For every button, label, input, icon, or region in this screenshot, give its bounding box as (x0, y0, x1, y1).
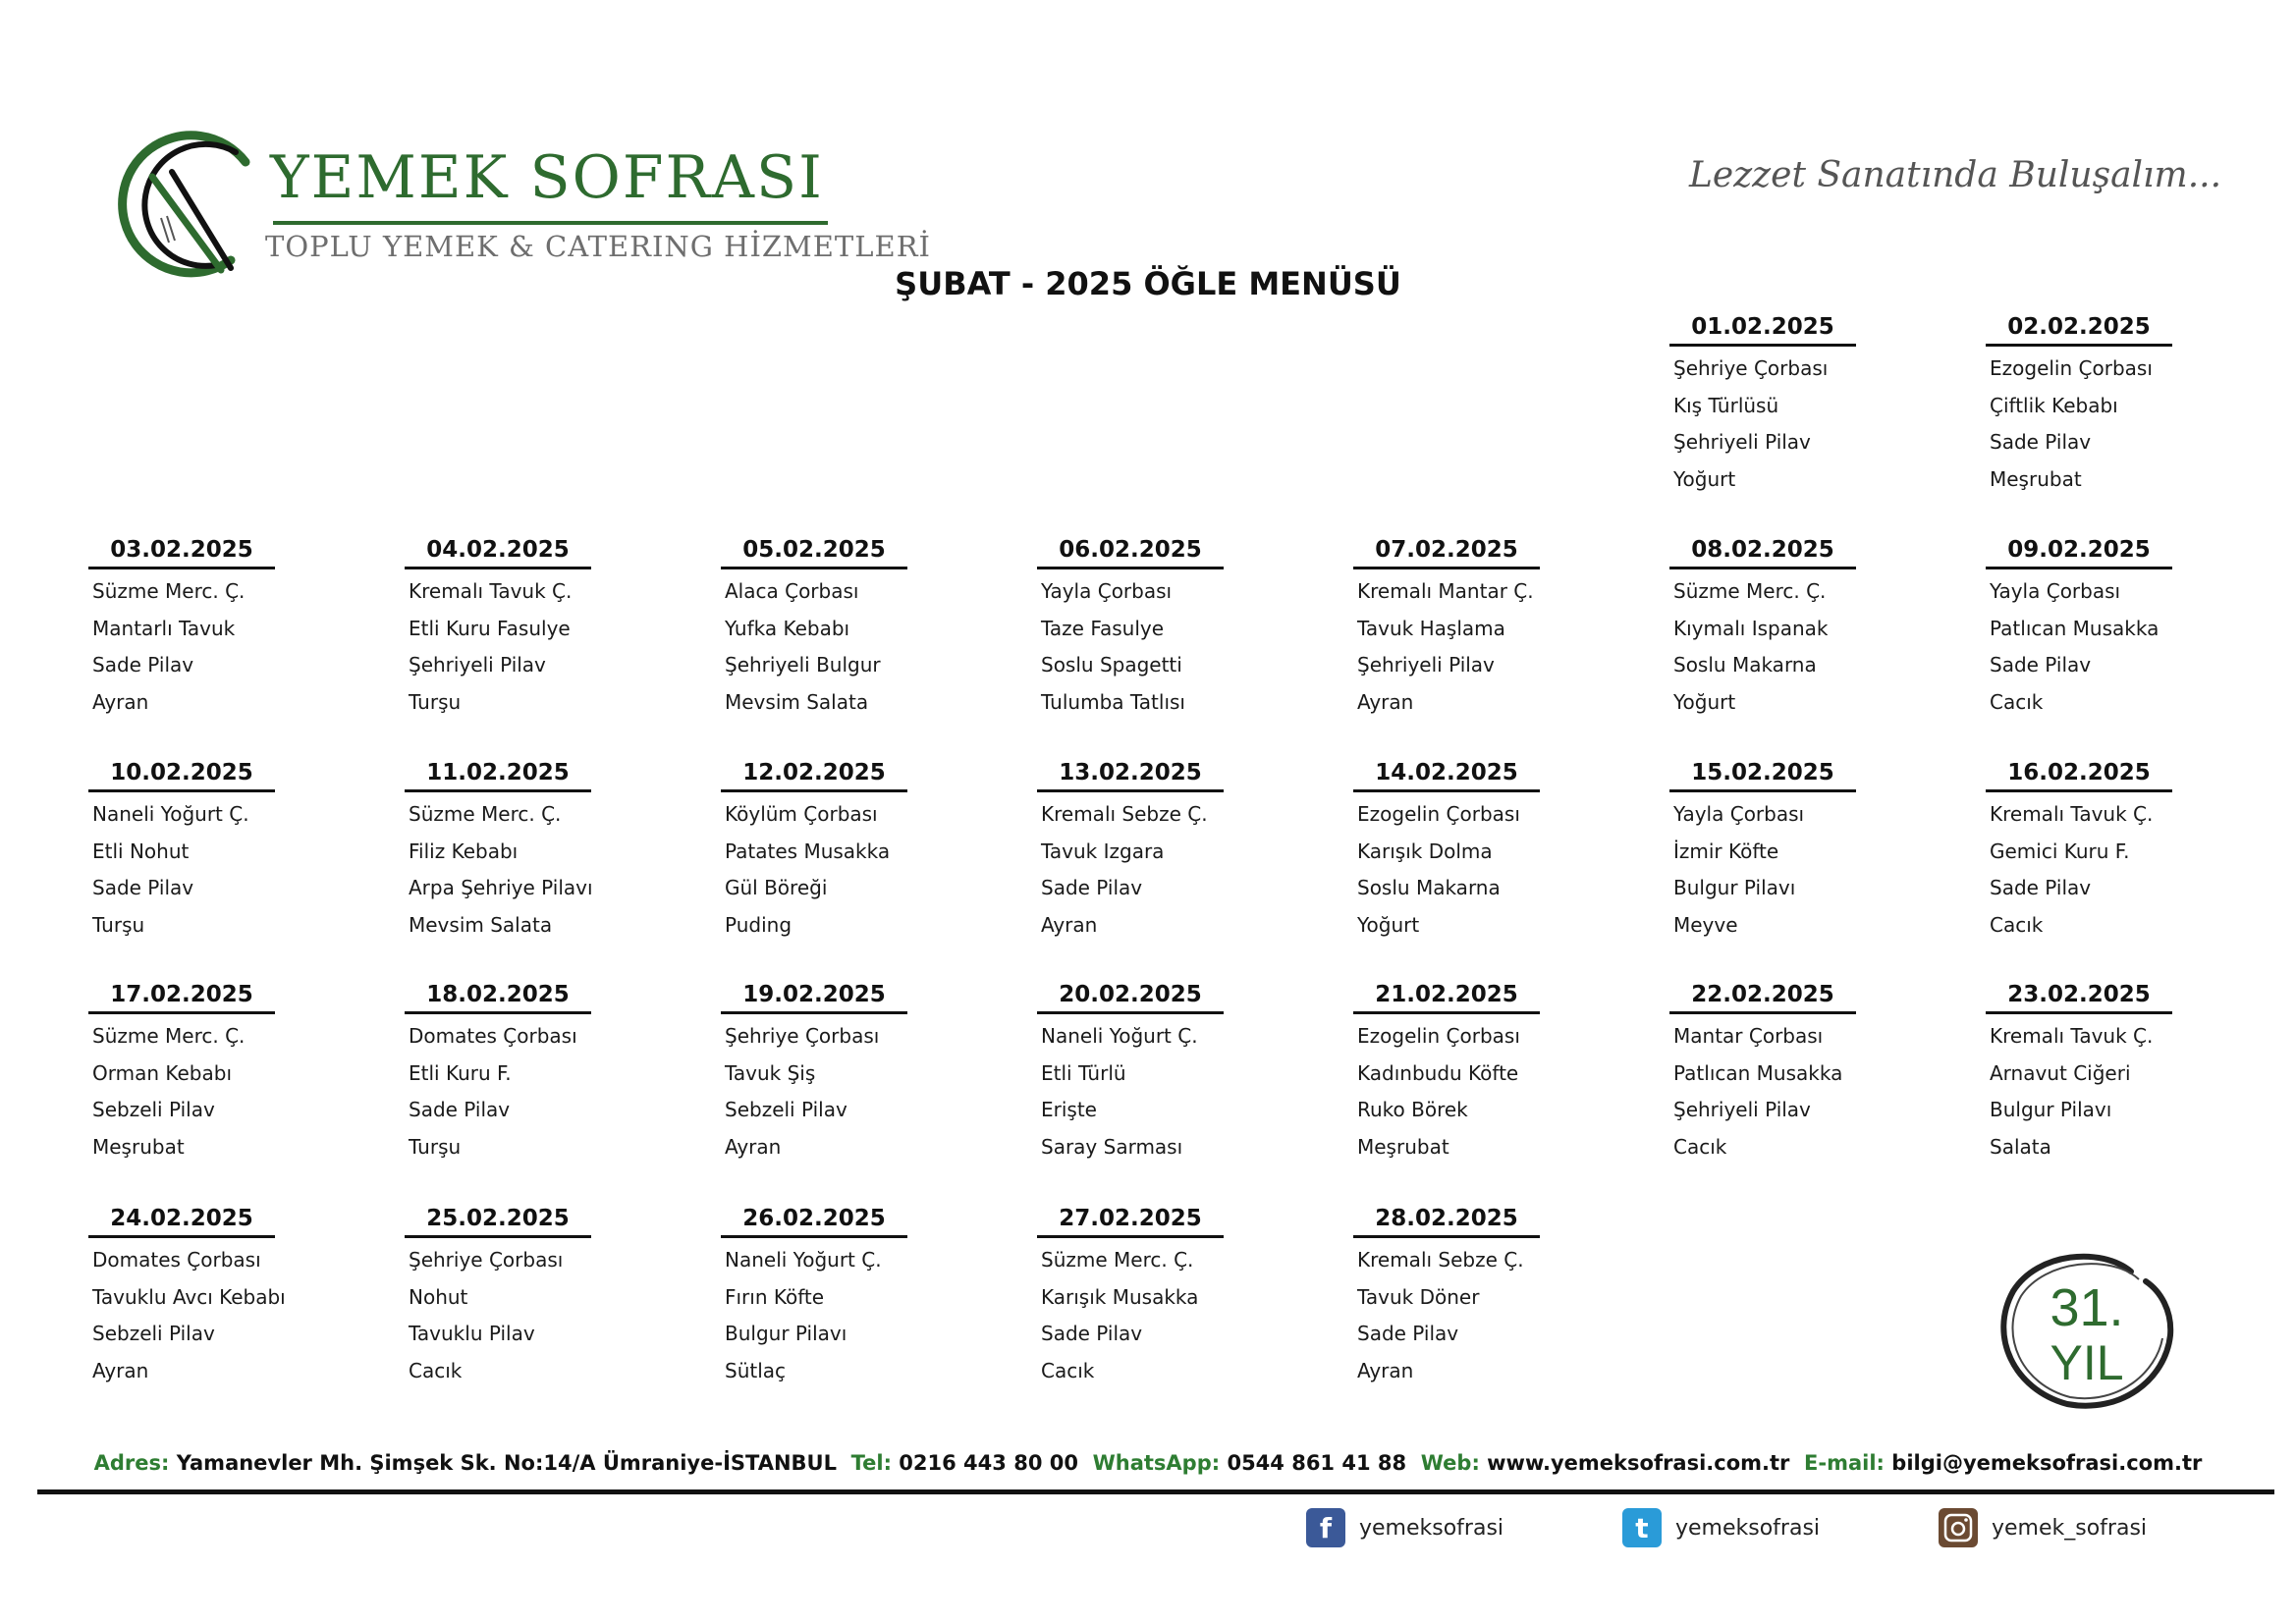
day-date: 25.02.2025 (405, 1204, 591, 1238)
day-block (88, 1204, 383, 1390)
contact-info (0, 1451, 2296, 1475)
day-menu-list (1353, 573, 1648, 722)
menu-item: Çiftlik Kebabı (1990, 393, 2118, 417)
menu-item: Domates Çorbası (92, 1248, 261, 1272)
menu-item: Arpa Şehriye Pilavı (409, 876, 593, 900)
day-date: 21.02.2025 (1353, 980, 1540, 1014)
social-facebook[interactable] (1306, 1508, 1503, 1547)
menu-item: Alaca Çorbası (725, 579, 859, 603)
menu-item: Sade Pilav (1990, 876, 2092, 900)
menu-item: Naneli Yoğurt Ç. (725, 1248, 882, 1272)
day-date: 15.02.2025 (1669, 758, 1856, 792)
day-date: 28.02.2025 (1353, 1204, 1540, 1238)
menu-item: Cacık (409, 1359, 463, 1383)
menu-item: Yoğurt (1673, 467, 1736, 492)
email-label: E-mail: (1804, 1451, 1885, 1475)
web-label: Web: (1420, 1451, 1480, 1475)
menu-item: Sade Pilav (409, 1098, 511, 1122)
menu-item: Tavuklu Pilav (409, 1322, 535, 1346)
day-menu-list (1353, 1242, 1648, 1390)
menu-item: Şehriyeli Pilav (1673, 430, 1811, 455)
whatsapp-number[interactable]: 0544 861 41 88 (1227, 1451, 1407, 1475)
day-date: 05.02.2025 (721, 535, 907, 569)
brush-circle-icon (1984, 1242, 2180, 1419)
day-block (1669, 980, 1964, 1166)
day-date: 26.02.2025 (721, 1204, 907, 1238)
menu-item: Şehriyeli Pilav (1673, 1098, 1811, 1122)
footer-divider (37, 1489, 2274, 1494)
day-date: 11.02.2025 (405, 758, 591, 792)
menu-item: Soslu Makarna (1673, 653, 1817, 677)
menu-item: Sebzeli Pilav (92, 1098, 215, 1122)
day-date: 13.02.2025 (1037, 758, 1224, 792)
day-menu-list (1669, 796, 1964, 945)
menu-item: Karışık Dolma (1357, 839, 1493, 863)
menu-item: Yufka Kebabı (725, 616, 850, 640)
day-date: 23.02.2025 (1986, 980, 2172, 1014)
menu-item: Sade Pilav (1990, 430, 2092, 455)
menu-item: Süzme Merc. Ç. (1041, 1248, 1194, 1272)
day-block (1037, 535, 1332, 722)
day-menu-list (405, 573, 699, 722)
menu-item: Nohut (409, 1284, 468, 1309)
menu-item: Naneli Yoğurt Ç. (92, 802, 249, 826)
slogan: Lezzet Sanatında Buluşalım... (1689, 155, 2222, 195)
menu-item: Mevsim Salata (725, 690, 869, 715)
menu-item: Şehriye Çorbası (1673, 356, 1829, 380)
menu-item: Turşu (409, 690, 462, 715)
menu-item: Kremalı Sebze Ç. (1357, 1248, 1524, 1272)
menu-item: Ayran (92, 690, 149, 715)
menu-item: Mantar Çorbası (1673, 1024, 1824, 1048)
address-label: Adres: (93, 1451, 170, 1475)
menu-item: Salata (1990, 1135, 2051, 1160)
day-block (721, 1204, 1015, 1390)
tel-label: Tel: (850, 1451, 892, 1475)
menu-item: Gül Böreği (725, 876, 828, 900)
day-date: 02.02.2025 (1986, 312, 2172, 347)
brand-divider (273, 221, 828, 225)
menu-item: Yoğurt (1673, 690, 1736, 715)
menu-item: Sade Pilav (92, 653, 194, 677)
day-block (1986, 980, 2280, 1166)
instagram-handle: yemek_sofrasi (1992, 1515, 2148, 1541)
menu-item: Etli Nohut (92, 839, 190, 863)
day-menu-list (88, 1242, 383, 1390)
menu-item: Gemici Kuru F. (1990, 839, 2130, 863)
menu-item: Cacık (1990, 913, 2044, 938)
menu-item: Bulgur Pilavı (1673, 876, 1796, 900)
day-block (1353, 758, 1648, 945)
day-block (1669, 535, 1964, 722)
menu-item: Ezogelin Çorbası (1357, 1024, 1520, 1048)
day-menu-list (405, 1018, 699, 1166)
day-date: 12.02.2025 (721, 758, 907, 792)
day-block (88, 758, 383, 945)
menu-item: Kadınbudu Köfte (1357, 1060, 1519, 1085)
menu-item: Cacık (1041, 1359, 1095, 1383)
day-block (88, 535, 383, 722)
whatsapp-label: WhatsApp: (1092, 1451, 1221, 1475)
menu-item: Saray Sarması (1041, 1135, 1183, 1160)
day-menu-list (88, 573, 383, 722)
day-date: 19.02.2025 (721, 980, 907, 1014)
anniversary-word: YIL (2050, 1335, 2124, 1390)
day-date: 22.02.2025 (1669, 980, 1856, 1014)
menu-item: Yayla Çorbası (1041, 579, 1173, 603)
menu-item: Sade Pilav (92, 876, 194, 900)
day-block (1037, 980, 1332, 1166)
menu-item: Süzme Merc. Ç. (92, 579, 246, 603)
menu-item: Süzme Merc. Ç. (1673, 579, 1827, 603)
menu-item: Şehriyeli Pilav (1357, 653, 1495, 677)
day-menu-list (721, 796, 1015, 945)
menu-item: Etli Kuru Fasulye (409, 616, 571, 640)
menu-item: Soslu Makarna (1357, 876, 1501, 900)
menu-item: Arnavut Ciğeri (1990, 1060, 2131, 1085)
day-date: 04.02.2025 (405, 535, 591, 569)
day-menu-list (721, 573, 1015, 722)
menu-item: Ezogelin Çorbası (1990, 356, 2153, 380)
day-menu-list (1986, 1018, 2280, 1166)
menu-item: Meyve (1673, 913, 1738, 938)
day-block (405, 980, 699, 1166)
day-date: 06.02.2025 (1037, 535, 1224, 569)
email-link[interactable]: bilgi@yemeksofrasi.com.tr (1891, 1451, 2203, 1475)
menu-item: Etli Türlü (1041, 1060, 1126, 1085)
menu-item: İzmir Köfte (1673, 839, 1779, 863)
menu-item: Tavuk Haşlama (1357, 616, 1505, 640)
day-menu-list (405, 1242, 699, 1390)
menu-item: Yayla Çorbası (1990, 579, 2121, 603)
day-date: 24.02.2025 (88, 1204, 275, 1238)
day-block (405, 535, 699, 722)
menu-item: Sade Pilav (1990, 653, 2092, 677)
menu-item: Bulgur Pilavı (1990, 1098, 2112, 1122)
menu-item: Patates Musakka (725, 839, 891, 863)
menu-item: Sade Pilav (1041, 876, 1143, 900)
social-twitter[interactable] (1622, 1508, 1820, 1547)
day-date: 08.02.2025 (1669, 535, 1856, 569)
brand-name: YEMEK SOFRASI (270, 143, 824, 212)
menu-item: Turşu (92, 913, 145, 938)
menu-item: Sebzeli Pilav (92, 1322, 215, 1346)
menu-item: Kremalı Tavuk Ç. (409, 579, 573, 603)
day-block (1353, 1204, 1648, 1390)
menu-item: Tavuk Döner (1357, 1284, 1480, 1309)
menu-item: Yoğurt (1357, 913, 1420, 938)
menu-item: Süzme Merc. Ç. (409, 802, 562, 826)
day-menu-list (1037, 1018, 1332, 1166)
menu-item: Fırın Köfte (725, 1284, 825, 1309)
tel-number[interactable]: 0216 443 80 00 (899, 1451, 1078, 1475)
menu-item: Soslu Spagetti (1041, 653, 1182, 677)
day-block (1353, 535, 1648, 722)
social-instagram[interactable] (1939, 1508, 2147, 1547)
menu-item: Ayran (1357, 1359, 1414, 1383)
menu-item: Sebzeli Pilav (725, 1098, 847, 1122)
menu-item: Ayran (725, 1135, 782, 1160)
web-link[interactable]: www.yemeksofrasi.com.tr (1487, 1451, 1790, 1475)
menu-item: Cacık (1990, 690, 2044, 715)
twitter-handle: yemeksofrasi (1675, 1515, 1821, 1541)
menu-item: Sade Pilav (1041, 1322, 1143, 1346)
menu-item: Tavuk Şiş (725, 1060, 816, 1085)
day-menu-list (721, 1018, 1015, 1166)
address: Yamanevler Mh. Şimşek Sk. No:14/A Ümraniye-İSTANBUL (176, 1451, 837, 1475)
menu-item: Ezogelin Çorbası (1357, 802, 1520, 826)
menu-item: Etli Kuru F. (409, 1060, 512, 1085)
menu-item: Orman Kebabı (92, 1060, 233, 1085)
menu-item: Şehriye Çorbası (409, 1248, 564, 1272)
menu-item: Kremalı Tavuk Ç. (1990, 802, 2154, 826)
menu-item: Turşu (409, 1135, 462, 1160)
menu-item: Şehriyeli Pilav (409, 653, 546, 677)
menu-item: Filiz Kebabı (409, 839, 519, 863)
menu-item: Kremalı Tavuk Ç. (1990, 1024, 2154, 1048)
day-menu-list (1669, 1018, 1964, 1166)
day-date: 16.02.2025 (1986, 758, 2172, 792)
day-date: 07.02.2025 (1353, 535, 1540, 569)
day-block (1986, 758, 2280, 945)
day-menu-list (1353, 796, 1648, 945)
menu-title: ŞUBAT - 2025 ÖĞLE MENÜSÜ (895, 265, 1401, 302)
day-menu-list (1037, 573, 1332, 722)
day-menu-list (721, 1242, 1015, 1390)
menu-item: Bulgur Pilavı (725, 1322, 847, 1346)
day-date: 01.02.2025 (1669, 312, 1856, 347)
day-block (1986, 535, 2280, 722)
day-block (721, 758, 1015, 945)
menu-item: Şehriye Çorbası (725, 1024, 880, 1048)
day-block (1037, 1204, 1332, 1390)
day-date: 03.02.2025 (88, 535, 275, 569)
day-block (405, 1204, 699, 1390)
menu-item: Ruko Börek (1357, 1098, 1468, 1122)
day-menu-list (405, 796, 699, 945)
anniversary-number: 31. (2050, 1278, 2124, 1337)
day-date: 10.02.2025 (88, 758, 275, 792)
menu-item: Sütlaç (725, 1359, 787, 1383)
day-block (1986, 312, 2280, 499)
menu-item: Mevsim Salata (409, 913, 553, 938)
day-date: 27.02.2025 (1037, 1204, 1224, 1238)
menu-item: Kremalı Mantar Ç. (1357, 579, 1534, 603)
day-block (721, 535, 1015, 722)
menu-item: Erişte (1041, 1098, 1097, 1122)
day-date: 14.02.2025 (1353, 758, 1540, 792)
day-block (1353, 980, 1648, 1166)
brand-subtitle: TOPLU YEMEK & CATERING HİZMETLERİ (265, 230, 931, 263)
menu-item: Mantarlı Tavuk (92, 616, 236, 640)
menu-item: Yayla Çorbası (1673, 802, 1805, 826)
day-block (88, 980, 383, 1166)
menu-item: Puding (725, 913, 793, 938)
day-menu-list (88, 796, 383, 945)
menu-item: Ayran (92, 1359, 149, 1383)
day-date: 09.02.2025 (1986, 535, 2172, 569)
day-date: 18.02.2025 (405, 980, 591, 1014)
menu-item: Köylüm Çorbası (725, 802, 878, 826)
menu-item: Karışık Musakka (1041, 1284, 1199, 1309)
menu-item: Ayran (1041, 913, 1098, 938)
menu-item: Süzme Merc. Ç. (92, 1024, 246, 1048)
menu-item: Kış Türlüsü (1673, 393, 1779, 417)
day-menu-list (88, 1018, 383, 1166)
day-menu-list (1037, 796, 1332, 945)
day-menu-list (1986, 573, 2280, 722)
facebook-icon: f (1306, 1508, 1345, 1547)
menu-item: Meşrubat (92, 1135, 185, 1160)
instagram-icon (1939, 1508, 1978, 1547)
menu-item: Naneli Yoğurt Ç. (1041, 1024, 1198, 1048)
day-block (1669, 312, 1964, 499)
day-menu-list (1986, 796, 2280, 945)
menu-item: Kıymalı Ispanak (1673, 616, 1829, 640)
day-block (721, 980, 1015, 1166)
menu-item: Domates Çorbası (409, 1024, 577, 1048)
menu-item: Meşrubat (1990, 467, 2082, 492)
day-block (1037, 758, 1332, 945)
menu-item: Tavuk Izgara (1041, 839, 1165, 863)
menu-item: Patlıcan Musakka (1673, 1060, 1843, 1085)
day-block (405, 758, 699, 945)
menu-item: Tulumba Tatlısı (1041, 690, 1185, 715)
twitter-icon: t (1622, 1508, 1662, 1547)
menu-item: Patlıcan Musakka (1990, 616, 2159, 640)
menu-item: Taze Fasulye (1041, 616, 1165, 640)
menu-item: Tavuklu Avcı Kebabı (92, 1284, 286, 1309)
day-date: 17.02.2025 (88, 980, 275, 1014)
day-menu-list (1037, 1242, 1332, 1390)
anniversary-badge (1984, 1242, 2180, 1419)
day-date: 20.02.2025 (1037, 980, 1224, 1014)
menu-item: Ayran (1357, 690, 1414, 715)
day-menu-list (1353, 1018, 1648, 1166)
menu-item: Cacık (1673, 1135, 1727, 1160)
menu-item: Kremalı Sebze Ç. (1041, 802, 1208, 826)
menu-item: Sade Pilav (1357, 1322, 1459, 1346)
menu-item: Şehriyeli Bulgur (725, 653, 881, 677)
facebook-handle: yemeksofrasi (1359, 1515, 1504, 1541)
day-menu-list (1669, 573, 1964, 722)
day-menu-list (1986, 351, 2280, 499)
menu-item: Meşrubat (1357, 1135, 1449, 1160)
day-block (1669, 758, 1964, 945)
day-menu-list (1669, 351, 1964, 499)
